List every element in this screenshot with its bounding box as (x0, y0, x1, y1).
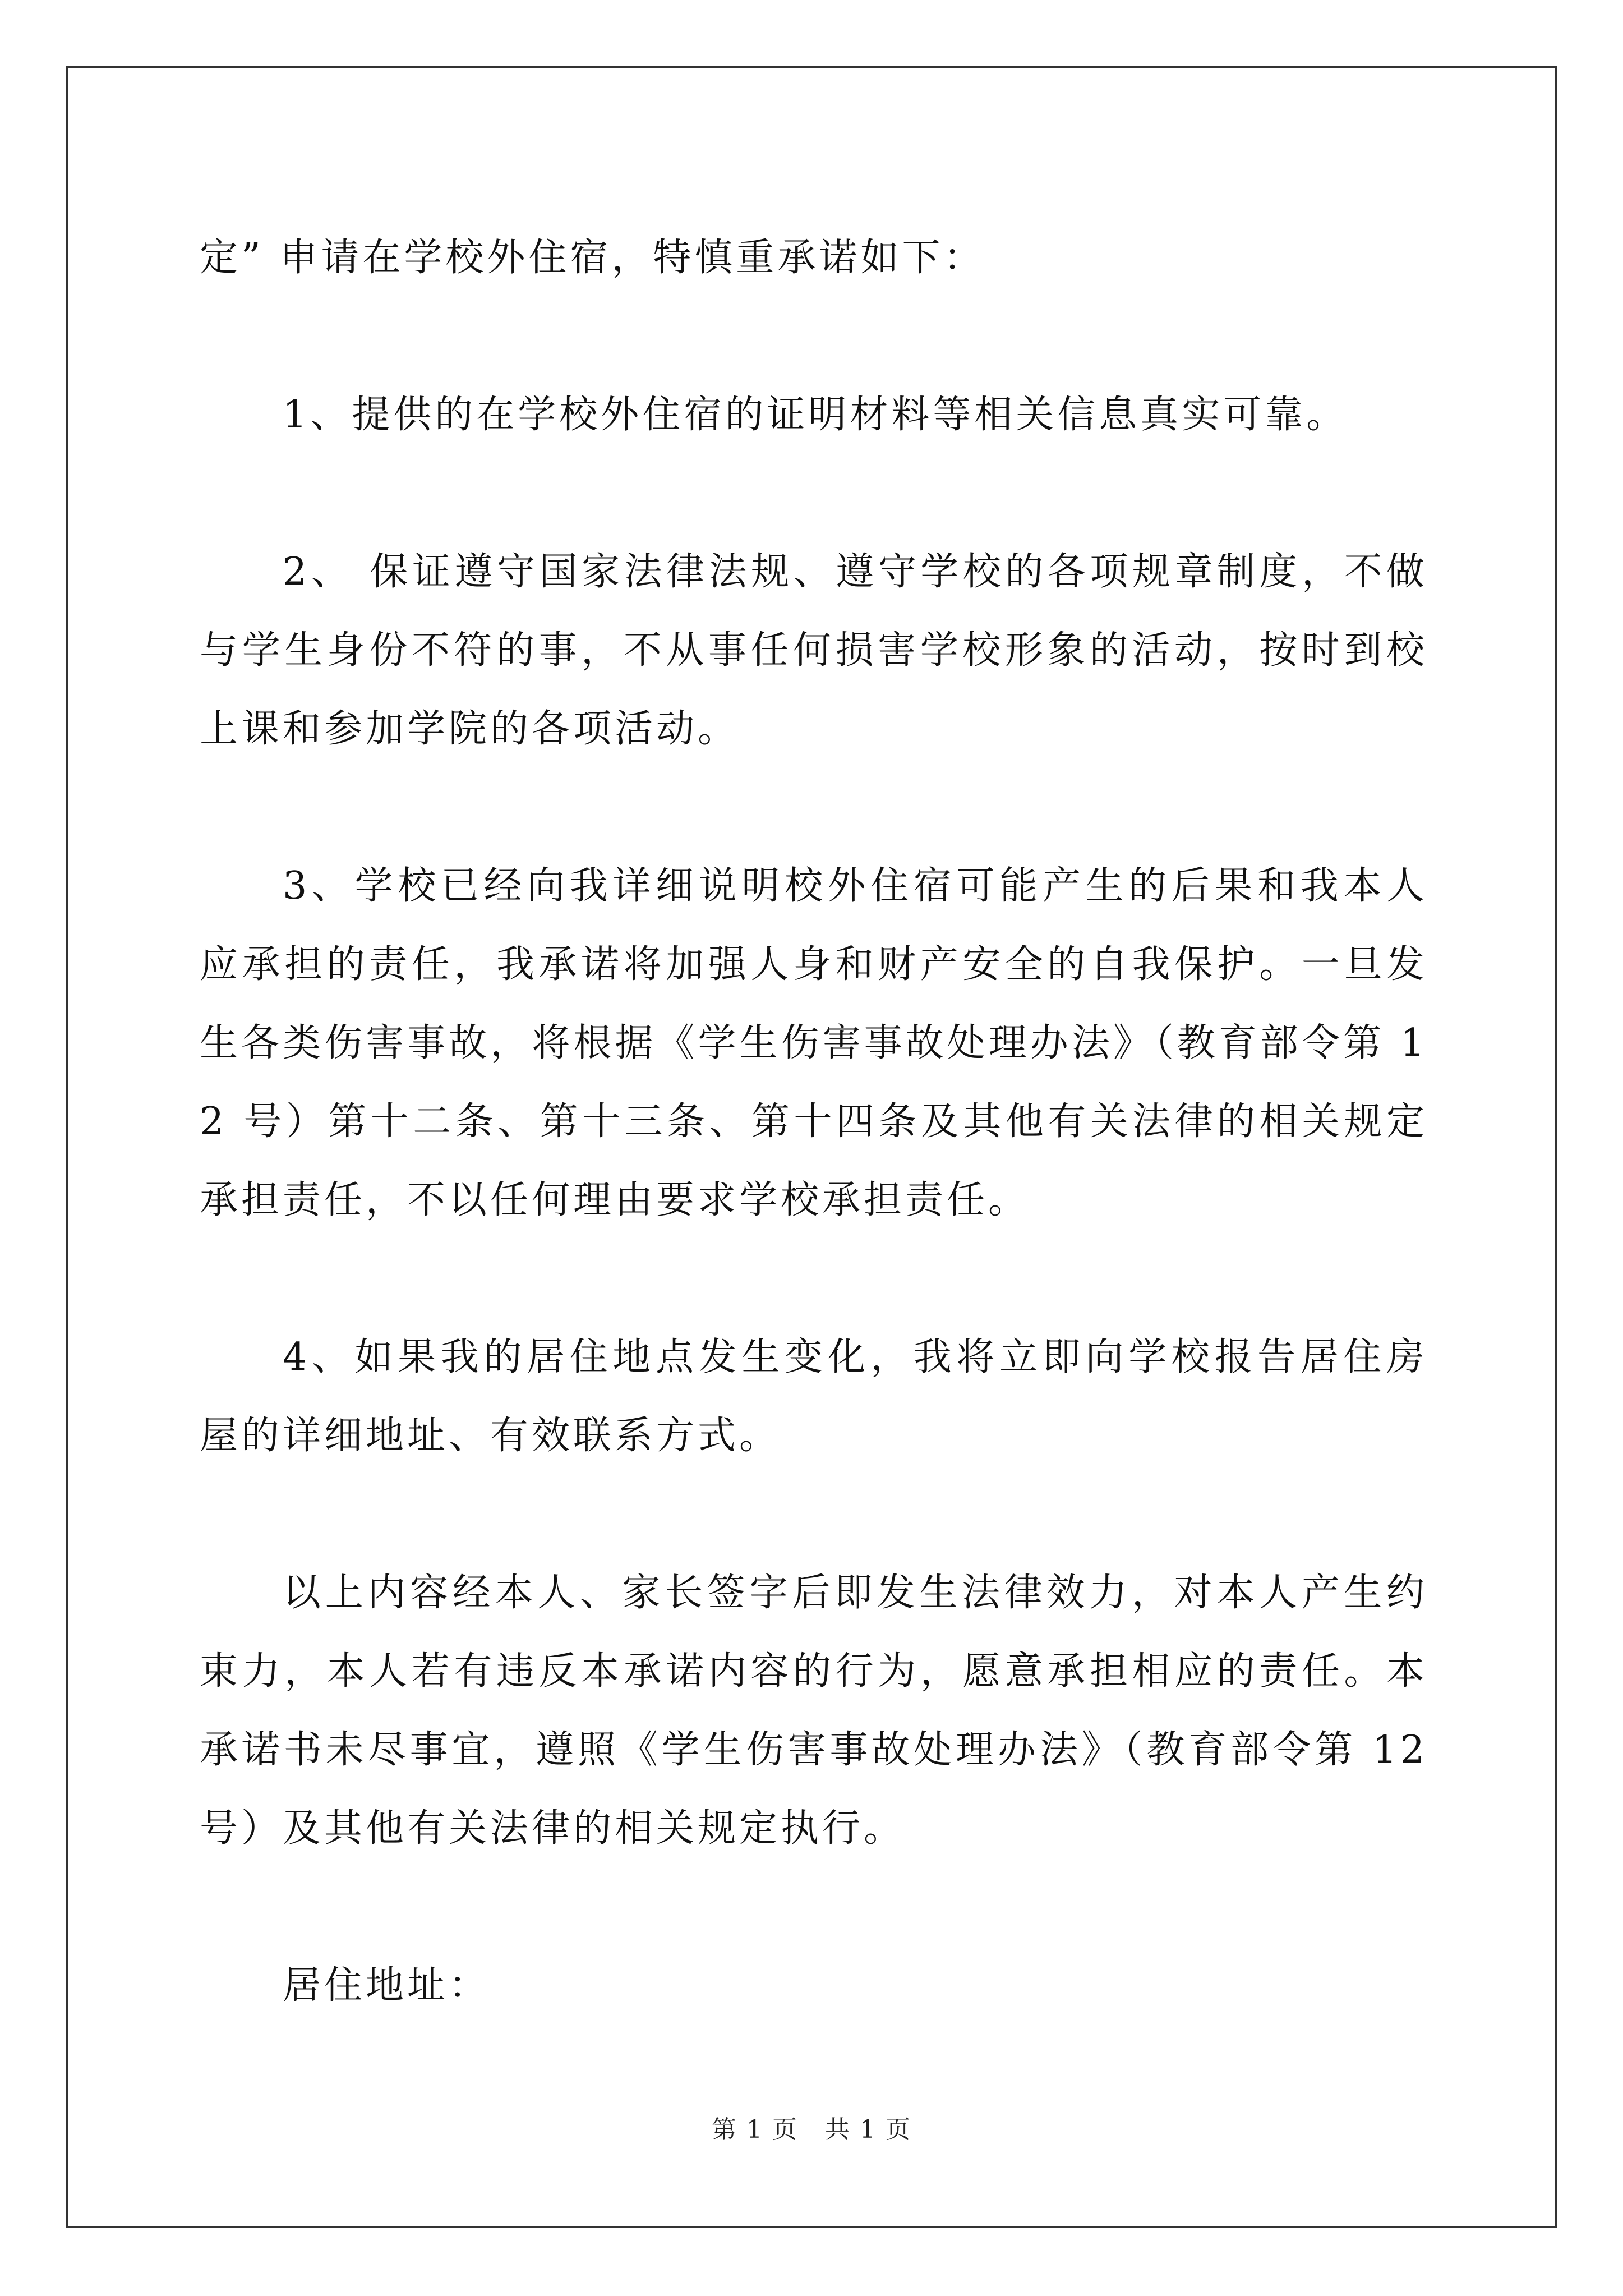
paragraph-item-4: 4、如果我的居住地点发生变化，我将立即向学校报告居住房屋的详细地址、有效联系方式。 (200, 1335, 1428, 1458)
paragraph-item-2: 2、 保证遵守国家法律法规、遵守学校的各项规章制度，不做与学生身份不符的事，不从事任何损害学校形象的活动，按时到校上课和参加学院的各项活动。 (200, 550, 1428, 751)
page-number-current: 第 1 页 (712, 2115, 798, 2144)
paragraph-address: 居住地址： (283, 1963, 491, 2008)
page-number-total: 共 1 页 (825, 2115, 911, 2144)
paragraph-effect: 以上内容经本人、家长签字后即发生法律效力，对本人产生约束力，本人若有违反本承诺内容的行为，愿意承担相应的责任。本承诺书未尽事宜，遵照《学生伤害事故处理办法》（教育部令第 12 号）及其他有关法律的相关规定执行。 (200, 1571, 1428, 1851)
paragraph-item-3: 3、学校已经向我详细说明校外住宿可能产生的后果和我本人应承担的责任，我承诺将加强人身和财产安全的自我保护。一旦发生各类伤害事故，将根据《学生伤害事故处理办法》（教育部令第 12 号）第十二条、第十三条、第十四条及其他有关法律的相关规定承担责任，不以任何理由要求学校承担责任。 (200, 864, 1428, 1222)
paragraph-intro: 定” 申请在学校外住宿，特慎重承诺如下： (200, 236, 985, 280)
document-body (200, 219, 1428, 2025)
page-footer (0, 2109, 1623, 2145)
paragraph-item-1: 1、提供的在学校外住宿的证明材料等相关信息真实可靠。 (283, 393, 1348, 437)
